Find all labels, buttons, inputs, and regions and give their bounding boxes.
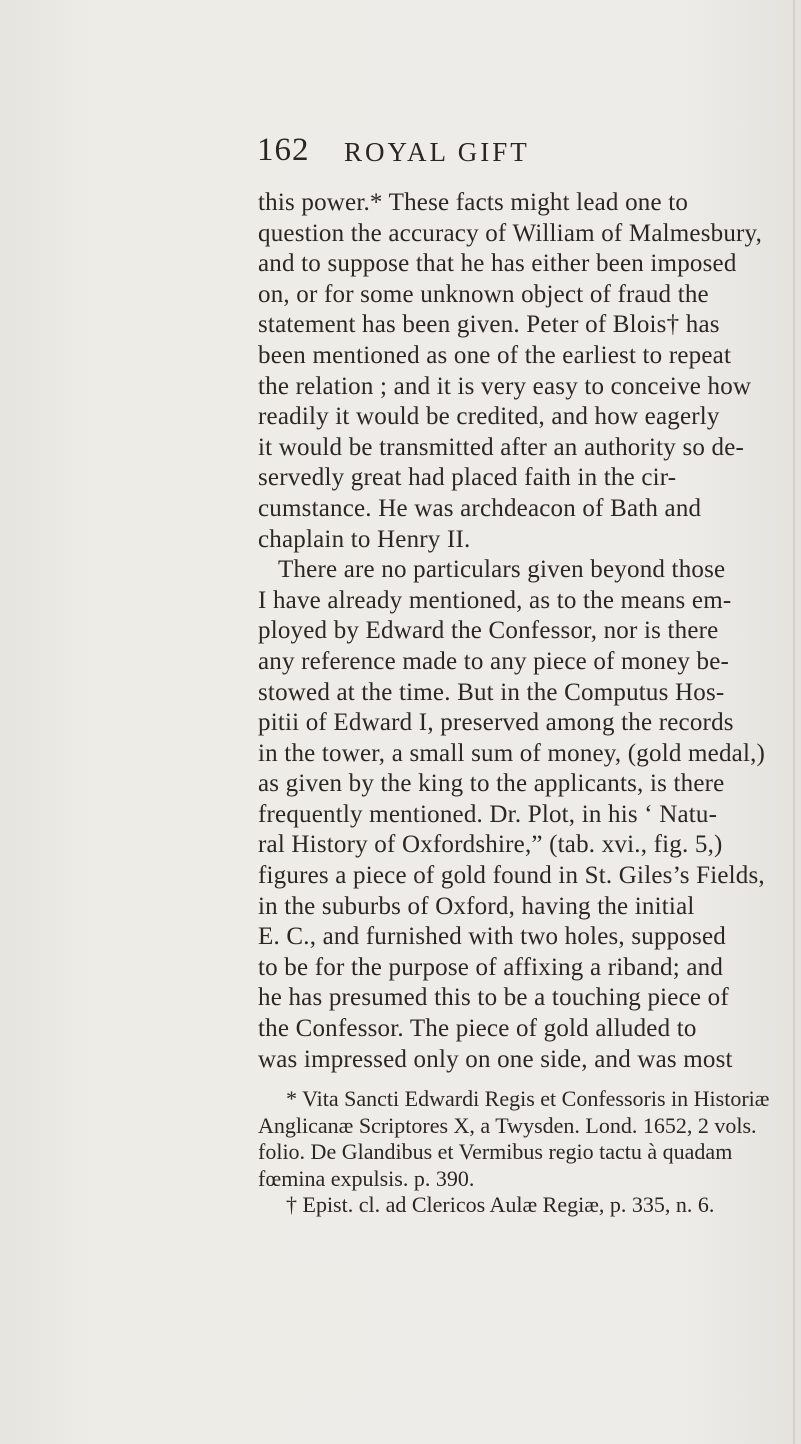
body-line: the Confessor. The piece of gold alluded to: [258, 1015, 697, 1043]
body-line: he has presumed this to be a touching piece of: [258, 984, 729, 1012]
page-edge: [793, 0, 795, 1444]
page-number: 162: [257, 132, 310, 168]
body-line: in the tower, a small sum of money, (gold medal,): [258, 739, 766, 767]
running-head: ROYAL GIFT: [344, 137, 530, 167]
body-line: chaplain to Henry II.: [258, 525, 471, 553]
body-line: pitii of Edward I, preserved among the records: [258, 709, 734, 737]
body-line: ral History of Oxfordshire,” (tab. xvi., fig. 5,): [258, 831, 723, 859]
body-line: on, or for some unknown object of fraud the: [258, 280, 709, 308]
footnote-line: † Epist. cl. ad Clericos Aulæ Regiæ, p. 335, n. 6.: [286, 1192, 715, 1217]
body-line: ployed by Edward the Confessor, nor is there: [258, 617, 719, 645]
body-line: figures a piece of gold found in St. Giles’s Fields,: [258, 862, 765, 890]
footnote-line: fœmina expulsis. p. 390.: [258, 1165, 475, 1191]
body-line: question the accuracy of William of Malmesbury,: [258, 219, 763, 247]
body-line: cumstance. He was archdeacon of Bath and: [258, 494, 702, 522]
body-line: any reference made to any piece of money be-: [258, 647, 730, 675]
body-line: servedly great had placed faith in the cir-: [258, 464, 677, 492]
body-line: it would be transmitted after an authority so de-: [258, 433, 745, 461]
footnotes: [258, 1086, 768, 1219]
body-line: was impressed only on one side, and was most: [258, 1045, 733, 1073]
body-line: stowed at the time. But in the Computus Hos-: [258, 678, 725, 706]
body-text: [258, 188, 768, 1075]
body-line: I have already mentioned, as to the means em-: [258, 586, 732, 614]
body-line: statement has been given. Peter of Blois† has: [258, 311, 720, 339]
paragraph-start-line: There are no particulars given beyond those: [278, 556, 726, 584]
body-line: to be for the purpose of affixing a riband; and: [258, 953, 724, 981]
body-line: the relation ; and it is very easy to conceive how: [258, 372, 752, 400]
body-line: and to suppose that he has either been imposed: [258, 250, 737, 278]
body-line: been mentioned as one of the earliest to repeat: [258, 341, 732, 369]
body-line: this power.* These facts might lead one to: [258, 189, 689, 216]
body-line: E. C., and furnished with two holes, supposed: [258, 923, 726, 951]
body-line: frequently mentioned. Dr. Plot, in his ‘ Natu-: [258, 800, 718, 828]
body-line: as given by the king to the applicants, is there: [258, 770, 725, 798]
body-line: in the suburbs of Oxford, having the initial: [258, 892, 695, 920]
page-header: [257, 132, 737, 172]
footnote-line: folio. De Glandibus et Vermibus regio tactu à quadam: [258, 1139, 733, 1164]
footnote-line: * Vita Sancti Edwardi Regis et Confessoris in Historiæ: [286, 1086, 770, 1111]
body-line: readily it would be credited, and how eagerly: [258, 403, 720, 431]
footnote-line: Anglicanæ Scriptores X, a Twysden. Lond. 1652, 2 vols.: [258, 1112, 757, 1138]
